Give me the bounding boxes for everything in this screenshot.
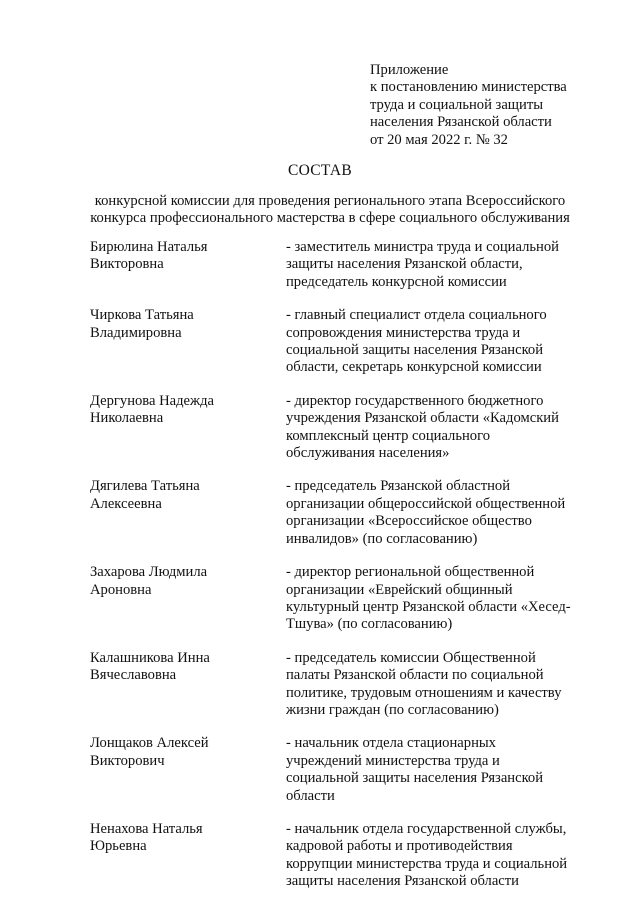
member-role: [286, 239, 586, 291]
member-role-line: культурный центр Рязанской области «Хесед-: [286, 598, 571, 615]
member-name: [90, 650, 286, 685]
member-name-line: Лонщаков Алексей: [90, 735, 209, 752]
member-role: [286, 478, 586, 548]
subtitle-line: конкурсной комиссии для проведения регионального этапа Всероссийского: [94, 193, 566, 209]
member-name-line: Викторовна: [90, 256, 164, 273]
member-row: [90, 239, 590, 291]
appendix-line: к постановлению министерства: [370, 79, 567, 96]
member-role-line: области, секретарь конкурсной комиссии: [286, 359, 542, 376]
member-row: [90, 478, 590, 548]
member-row: [90, 650, 590, 720]
member-role-line: - начальник отдела стационарных: [286, 735, 496, 752]
member-name: [90, 393, 286, 428]
member-role-line: инвалидов» (по согласованию): [286, 530, 478, 547]
member-role: [286, 650, 586, 720]
appendix-line: труда и социальной защиты: [370, 96, 544, 113]
member-row: [90, 307, 590, 377]
member-name-line: Ароновна: [90, 581, 152, 598]
member-role-line: жизни граждан (по согласованию): [286, 701, 499, 718]
member-role-line: палаты Рязанской области по социальной: [286, 667, 544, 684]
member-row: [90, 393, 590, 463]
member-name: [90, 239, 286, 274]
member-name: [90, 821, 286, 856]
member-role-line: социальной защиты населения Рязанской: [286, 342, 544, 359]
member-row: [90, 564, 590, 634]
appendix-line: от 20 мая 2022 г. № 32: [370, 131, 508, 148]
member-name-line: Калашникова Инна: [90, 649, 210, 666]
member-role-line: обслуживания населения»: [286, 445, 450, 462]
appendix-line: населения Рязанской области: [370, 114, 552, 131]
member-name-line: Николаевна: [90, 410, 164, 427]
member-name: [90, 564, 286, 599]
member-role-line: учреждений министерства труда и: [286, 752, 500, 769]
member-role: [286, 735, 586, 805]
member-name-line: Дергунова Надежда: [90, 392, 215, 409]
member-role-line: - директор региональной общественной: [286, 564, 535, 581]
member-name-line: Бирюлина Наталья: [90, 239, 208, 255]
member-name-line: Владимировна: [90, 324, 182, 341]
subtitle-line: конкурса профессионального мастерства в сфере социального обслуживания: [90, 210, 570, 227]
member-role-line: защиты населения Рязанской области: [286, 873, 519, 890]
member-role-line: социальной защиты населения Рязанской: [286, 770, 544, 787]
member-name-line: Ненахова Наталья: [90, 820, 203, 837]
member-name-line: Вячеславовна: [90, 667, 177, 684]
member-name-line: Чиркова Татьяна: [90, 307, 194, 324]
document-subtitle: [60, 193, 600, 228]
member-role-line: председатель конкурсной комиссии: [286, 273, 507, 290]
member-role: [286, 393, 586, 463]
member-role-line: коррупции министерства труда и социальной: [286, 855, 568, 872]
member-role: [286, 307, 586, 377]
member-role-line: - главный специалист отдела социального: [286, 307, 547, 324]
member-name: [90, 478, 286, 513]
member-role: [286, 821, 586, 891]
member-role-line: Тшува» (по согласованию): [286, 616, 453, 633]
member-role-line: - начальник отдела государственной службы,: [286, 820, 567, 837]
member-name: [90, 735, 286, 770]
member-name-line: Захарова Людмила: [90, 564, 208, 581]
document-title: СОСТАВ: [287, 162, 353, 179]
member-role-line: организации «Еврейский общинный: [286, 581, 513, 598]
member-role-line: политике, трудовым отношениям и качеству: [286, 684, 562, 701]
member-role-line: - председатель комиссии Общественной: [286, 649, 536, 666]
member-name-line: Дягилева Татьяна: [90, 478, 200, 495]
member-role-line: защиты населения Рязанской области,: [286, 256, 523, 273]
member-row: [90, 735, 590, 805]
member-role-line: учреждения Рязанской области «Кадомский: [286, 410, 559, 427]
member-role-line: организации «Всероссийское общество: [286, 513, 532, 530]
appendix-block: [370, 62, 600, 149]
member-role-line: области: [286, 787, 335, 804]
member-name-line: Юрьевна: [90, 838, 147, 855]
member-role-line: организации общероссийской общественной: [286, 495, 566, 512]
member-name: [90, 307, 286, 342]
member-name-line: Викторович: [90, 752, 165, 769]
member-role-line: кадровой работы и противодействия: [286, 838, 513, 855]
appendix-line: Приложение: [370, 62, 449, 78]
member-row: [90, 821, 590, 891]
member-role: [286, 564, 586, 634]
member-role-line: - председатель Рязанской областной: [286, 478, 511, 495]
member-role-line: - заместитель министра труда и социальной: [286, 239, 559, 255]
member-role-line: сопровождения министерства труда и: [286, 324, 521, 341]
members-list: [90, 239, 590, 907]
member-name-line: Алексеевна: [90, 495, 162, 512]
member-role-line: комплексный центр социального: [286, 427, 491, 444]
member-role-line: - директор государственного бюджетного: [286, 392, 544, 409]
